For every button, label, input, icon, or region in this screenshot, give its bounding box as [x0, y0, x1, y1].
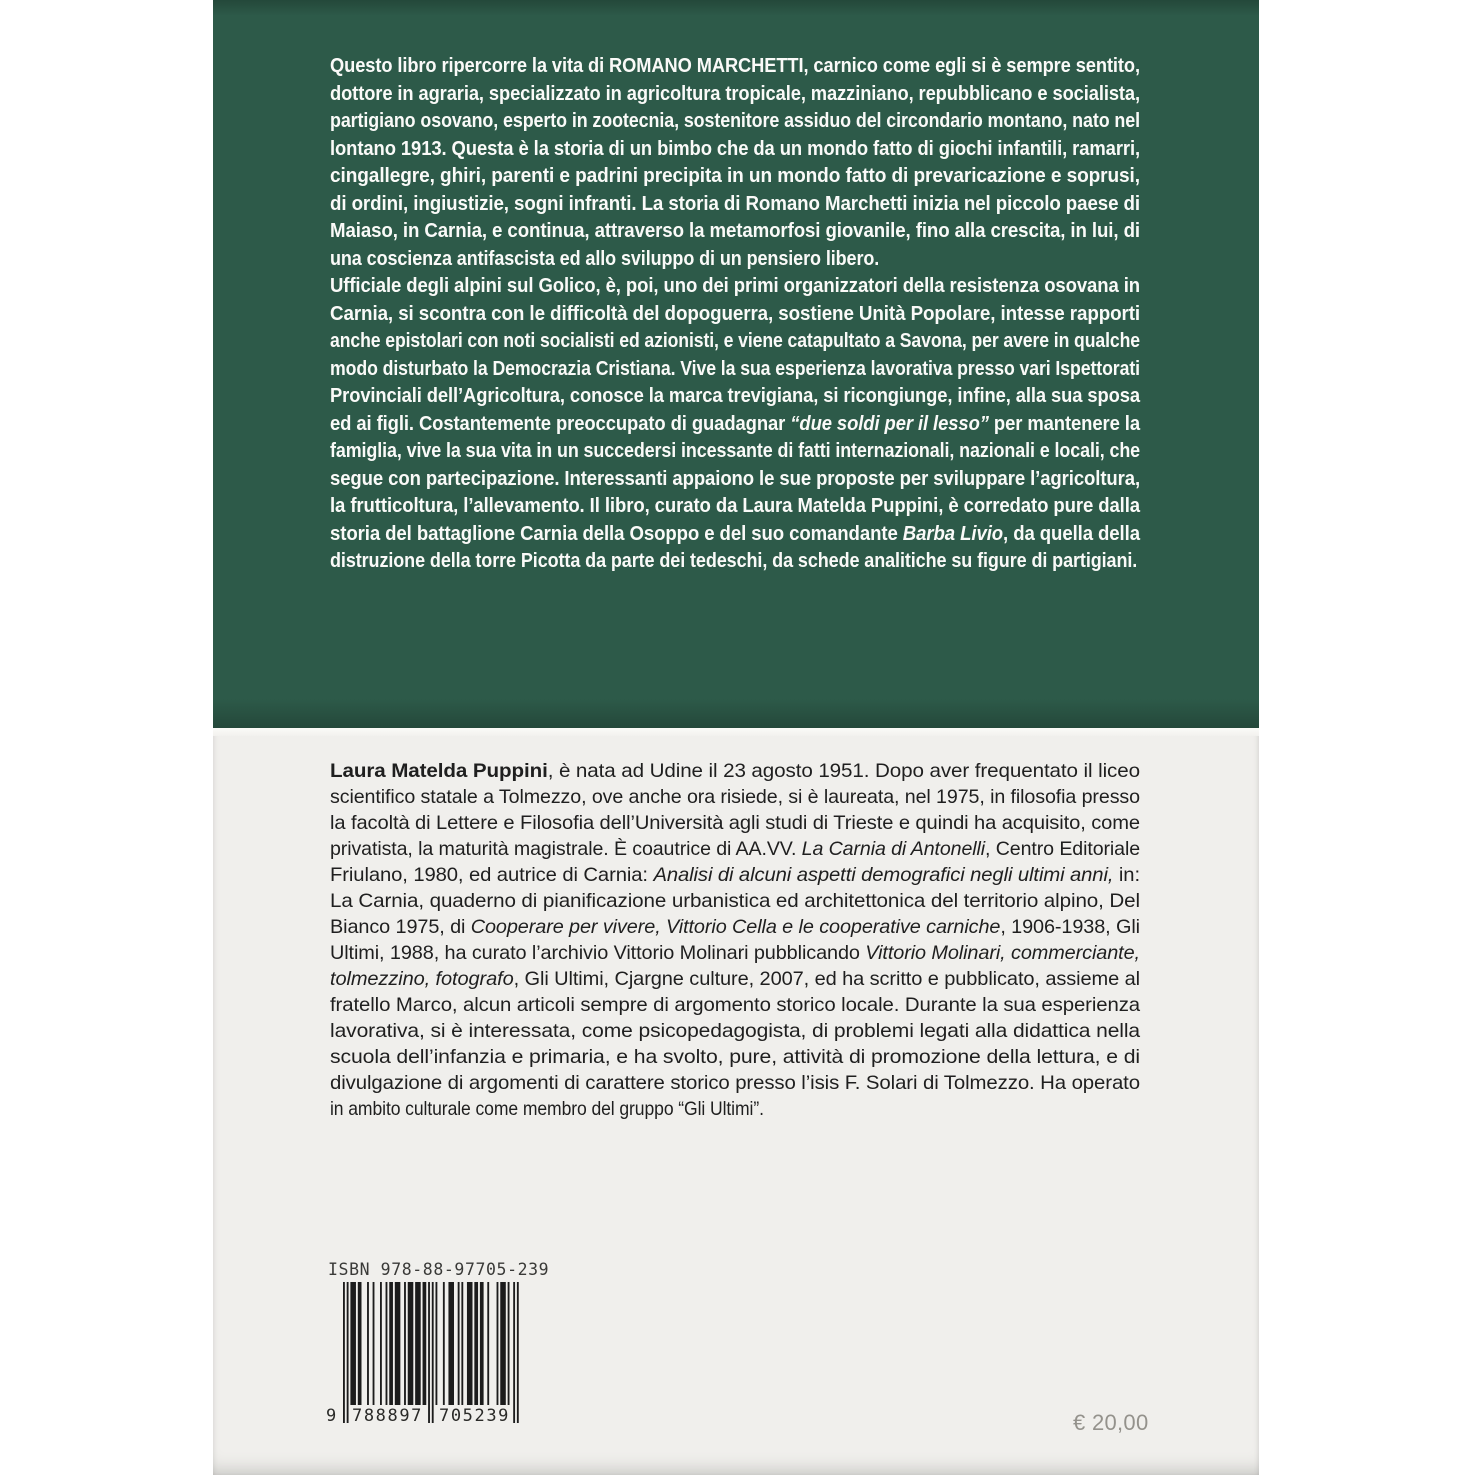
text-line: divulgazione di argomenti di carattere storico presso l’isis F. Solari di Tolmezzo. Ha operato — [330, 1072, 1140, 1094]
text-line: scientifico statale a Tolmezzo, ove anche ora risiede, si è laureata, nel 1975, in filosofia presso — [330, 786, 1140, 808]
author-bio-text — [330, 758, 1140, 1122]
text-line: una coscienza antifascista ed allo sviluppo di un pensiero libero. — [330, 247, 880, 270]
text-line: Questo libro ripercorre la vita di ROMANO MARCHETTI, carnico come egli si è sempre sentito, — [330, 55, 1140, 77]
barcode-digits-right: 705239 — [439, 1406, 511, 1426]
text-line: partigiano osovano, esperto in zootecnia, sostenitore assiduo del circondario montano, nato nel — [330, 110, 1140, 132]
text-line: tolmezzino, fotografo, Gli Ultimi, Cjargne culture, 2007, ed ha scritto e pubblicato, assieme al — [330, 968, 1140, 990]
barcode-digit-first: 9 — [326, 1406, 337, 1426]
text-line: segue con partecipazione. Interessanti appaiono le sue proposte per sviluppare l’agricoltura, — [330, 467, 1141, 490]
text-line: scuola dell’infanzia e primaria, e ha svolto, pure, attività di promozione della lettura, e di — [330, 1046, 1140, 1068]
text-line: Bianco 1975, di Cooperare per vivere, Vittorio Cella e le cooperative carniche, 1906-1938, Gli — [330, 916, 1140, 938]
text-line: Maiaso, in Carnia, e continua, attraverso la metamorfosi giovanile, fino alla crescita, in lui, di — [330, 220, 1140, 242]
text-line: famiglia, vive la sua vita in un succedersi incessante di fatti internazionali, nazionali e locali, che — [330, 440, 1141, 462]
ean13-barcode — [325, 1282, 537, 1434]
barcode-digits-left: 788897 — [352, 1406, 424, 1426]
book-back-cover — [213, 0, 1259, 1475]
text-line: fratello Marco, alcun articoli sempre di argomento storico locale. Durante la sua esperienza — [330, 994, 1141, 1016]
barcode-digits — [325, 1406, 537, 1430]
text-line: dottore in agraria, specializzato in agricoltura tropicale, mazziniano, repubblicano e socialista, — [330, 82, 1141, 105]
text-line: la frutticoltura, l’allevamento. Il libro, curato da Laura Matelda Puppini, è corredato pure dalla — [330, 495, 1141, 517]
synopsis-text — [330, 53, 1140, 576]
text-line: la facoltà di Lettere e Filosofia dell’Università agli studi di Trieste e quindi ha acquisito, come — [330, 812, 1141, 834]
text-line: lontano 1913. Questa è la storia di un bimbo che da un mondo fatto di giochi infantili, ramarri, — [330, 137, 1141, 160]
text-line: Ufficiale degli alpini sul Golico, è, poi, uno dei primi organizzatori della resistenza osovana in — [330, 275, 1141, 297]
text-line: Friulano, 1980, ed autrice di Carnia: Analisi di alcuni aspetti demografici negli ultimi anni, in: — [330, 864, 1140, 886]
text-line: Carnia, si scontra con le difficoltà del dopoguerra, sostiene Unità Popolare, intesse rapporti — [330, 302, 1141, 325]
text-line: modo disturbato la Democrazia Cristiana. Vive la sua esperienza lavorativa presso vari Ispettorati — [330, 357, 1140, 380]
text-line: Ultimi, 1988, ha curato l’archivio Vittorio Molinari pubblicando Vittorio Molinari, commerciante, — [330, 942, 1140, 964]
panel-divider — [213, 728, 1259, 736]
text-line: cingallegre, ghiri, parenti e padrini precipita in un mondo fatto di prevaricazione e soprusi, — [330, 165, 1140, 187]
text-line: Provinciali dell’Agricoltura, conosce la marca trevigiana, si ricongiunge, infine, alla sua sposa — [330, 385, 1140, 407]
text-line: in ambito culturale come membro del gruppo “Gli Ultimi”. — [330, 1098, 764, 1120]
text-line: anche epistolari con noti socialisti ed azionisti, e viene catapultato a Savona, per avere in qualche — [330, 330, 1140, 352]
text-line: ed ai figli. Costantemente preoccupato di guadagnar “due soldi per il lesso” per mantenere la — [330, 412, 1140, 435]
text-line: privatista, la maturità magistrale. È coautrice di AA.VV. La Carnia di Antonelli, Centro Editoriale — [330, 838, 1141, 860]
text-line: storia del battaglione Carnia della Osoppo e del suo comandante Barba Livio, da quella della — [330, 522, 1140, 545]
text-line: Laura Matelda Puppini, è nata ad Udine il 23 agosto 1951. Dopo aver frequentato il liceo — [330, 760, 1140, 782]
text-line: lavorativa, si è interessata, come psicopedagogista, di problemi legati alla didattica nella — [330, 1020, 1141, 1042]
text-line: La Carnia, quaderno di pianificazione urbanistica ed architettonica del territorio alpino, Del — [330, 890, 1140, 912]
isbn-label: ISBN 978-88-97705-239 — [328, 1260, 550, 1279]
price-label: € 20,00 — [1073, 1410, 1149, 1435]
text-line: di ordini, ingiustizie, sogni infranti. La storia di Romano Marchetti inizia nel piccolo paese di — [330, 192, 1141, 215]
text-line: distruzione della torre Picotta da parte dei tedeschi, da schede analitiche su figure di partigiani. — [330, 550, 1138, 572]
